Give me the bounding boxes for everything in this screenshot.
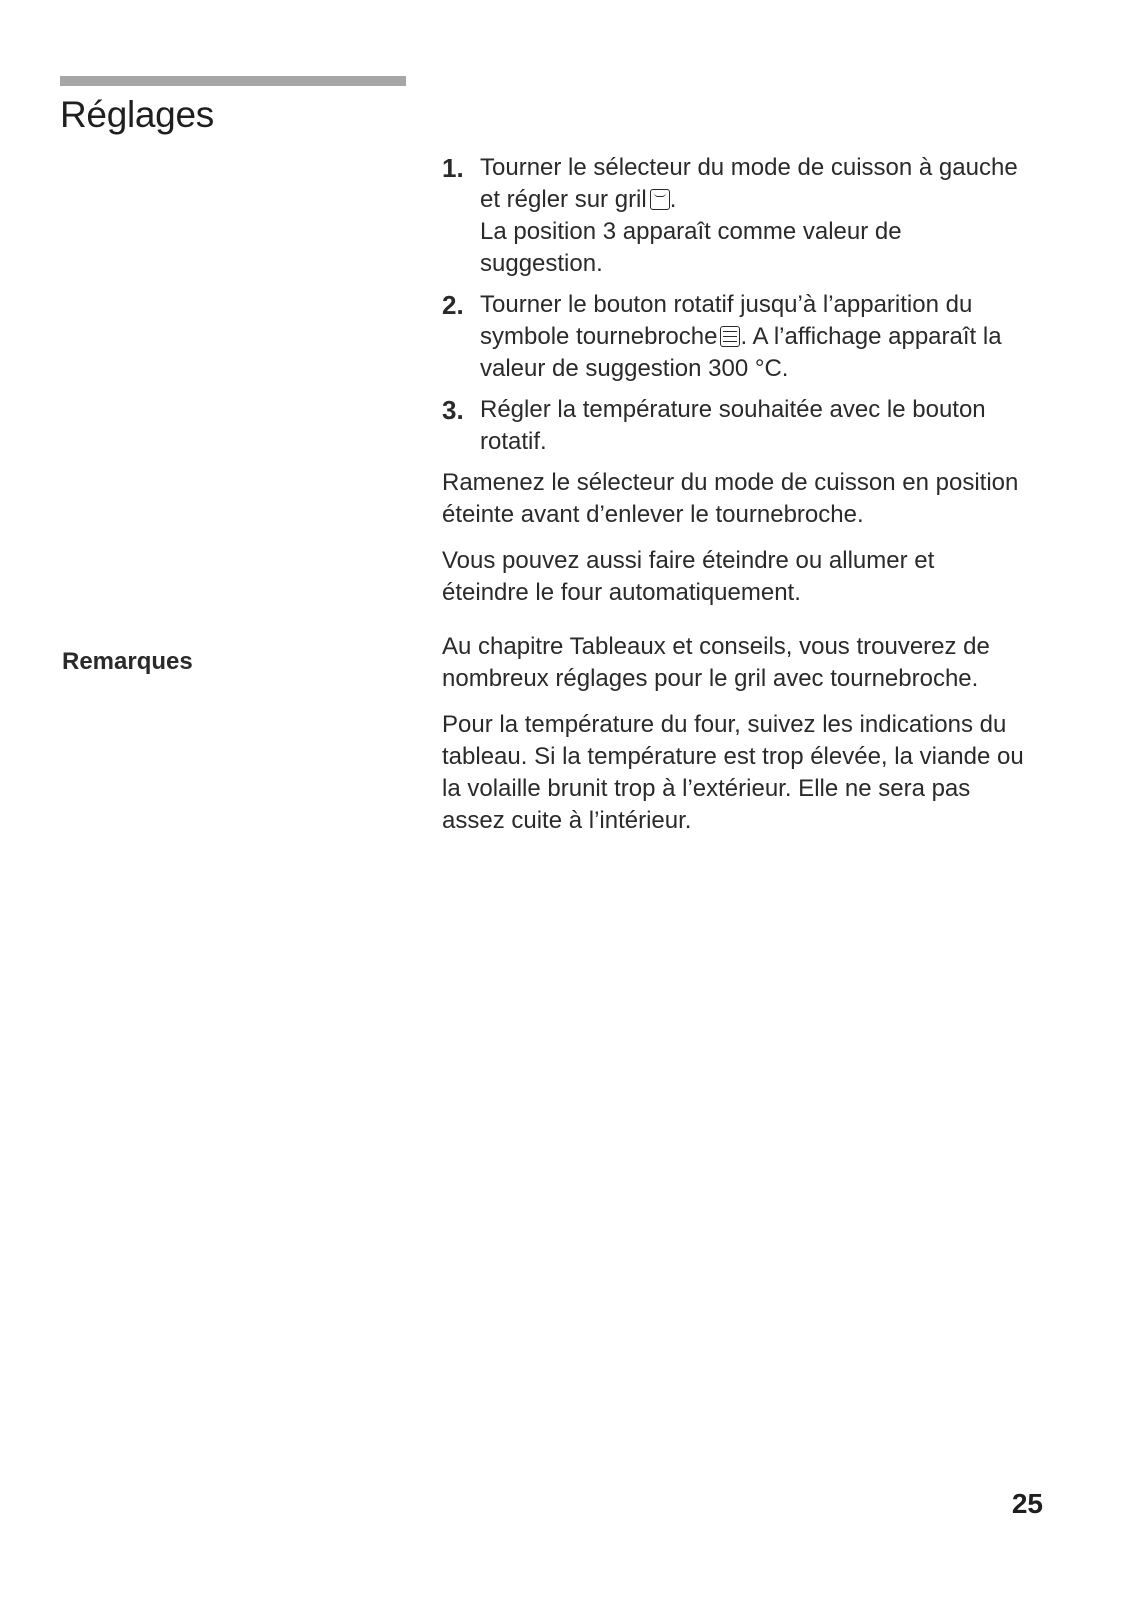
step-line: La position 3 apparaît comme valeur de [480, 218, 902, 245]
paragraph-line: assez cuite à l’intérieur. [442, 807, 692, 834]
step-text: . [669, 186, 677, 213]
header-rule [60, 76, 406, 86]
step-number: 3. [442, 395, 464, 425]
paragraph-line: Pour la température du four, suivez les indications du [442, 711, 1007, 738]
step-line: suggestion. [480, 250, 603, 277]
paragraph-line: Vous pouvez aussi faire éteindre ou allumer et [442, 547, 935, 574]
paragraph-line: la volaille brunit trop à l’extérieur. Elle ne sera pas [442, 775, 971, 802]
step-line: Tourner le sélecteur du mode de cuisson à gauche [480, 154, 1018, 181]
paragraph-line: nombreux réglages pour le gril avec tournebroche. [442, 665, 979, 692]
step-line [480, 321, 1082, 353]
paragraph [442, 545, 1082, 609]
remarks-label: Remarques [62, 648, 193, 675]
paragraph-line: Au chapitre Tableaux et conseils, vous trouverez de [442, 633, 990, 660]
paragraph-line: éteinte avant d’enlever le tournebroche. [442, 501, 864, 528]
step-3 [442, 394, 1082, 458]
paragraph-line: éteindre le four automatiquement. [442, 579, 801, 606]
remark-paragraph [442, 709, 1082, 837]
step-line [480, 184, 1082, 216]
page-number: 25 [1011, 1488, 1043, 1519]
rotisserie-icon [720, 326, 740, 347]
step-1 [442, 152, 1082, 280]
paragraph-line: tableau. Si la température est trop élevée, la viande ou [442, 743, 1024, 770]
step-line: Tourner le bouton rotatif jusqu’à l’apparition du [480, 291, 973, 318]
step-text: symbole tournebroche [480, 323, 718, 350]
step-line: valeur de suggestion 300 °C. [480, 355, 789, 382]
step-line: Régler la température souhaitée avec le bouton [480, 396, 986, 423]
page-title: Réglages [60, 94, 214, 135]
step-line: rotatif. [480, 428, 547, 455]
paragraph [442, 467, 1082, 531]
step-number: 2. [442, 290, 464, 320]
main-content [442, 152, 1082, 851]
step-2 [442, 289, 1082, 385]
step-text: . A l’affichage apparaît la [740, 323, 1002, 350]
step-text: et régler sur gril [480, 186, 647, 213]
remark-paragraph [442, 631, 1082, 695]
grill-icon [650, 189, 670, 210]
step-number: 1. [442, 153, 464, 183]
paragraph-line: Ramenez le sélecteur du mode de cuisson en position [442, 469, 1019, 496]
